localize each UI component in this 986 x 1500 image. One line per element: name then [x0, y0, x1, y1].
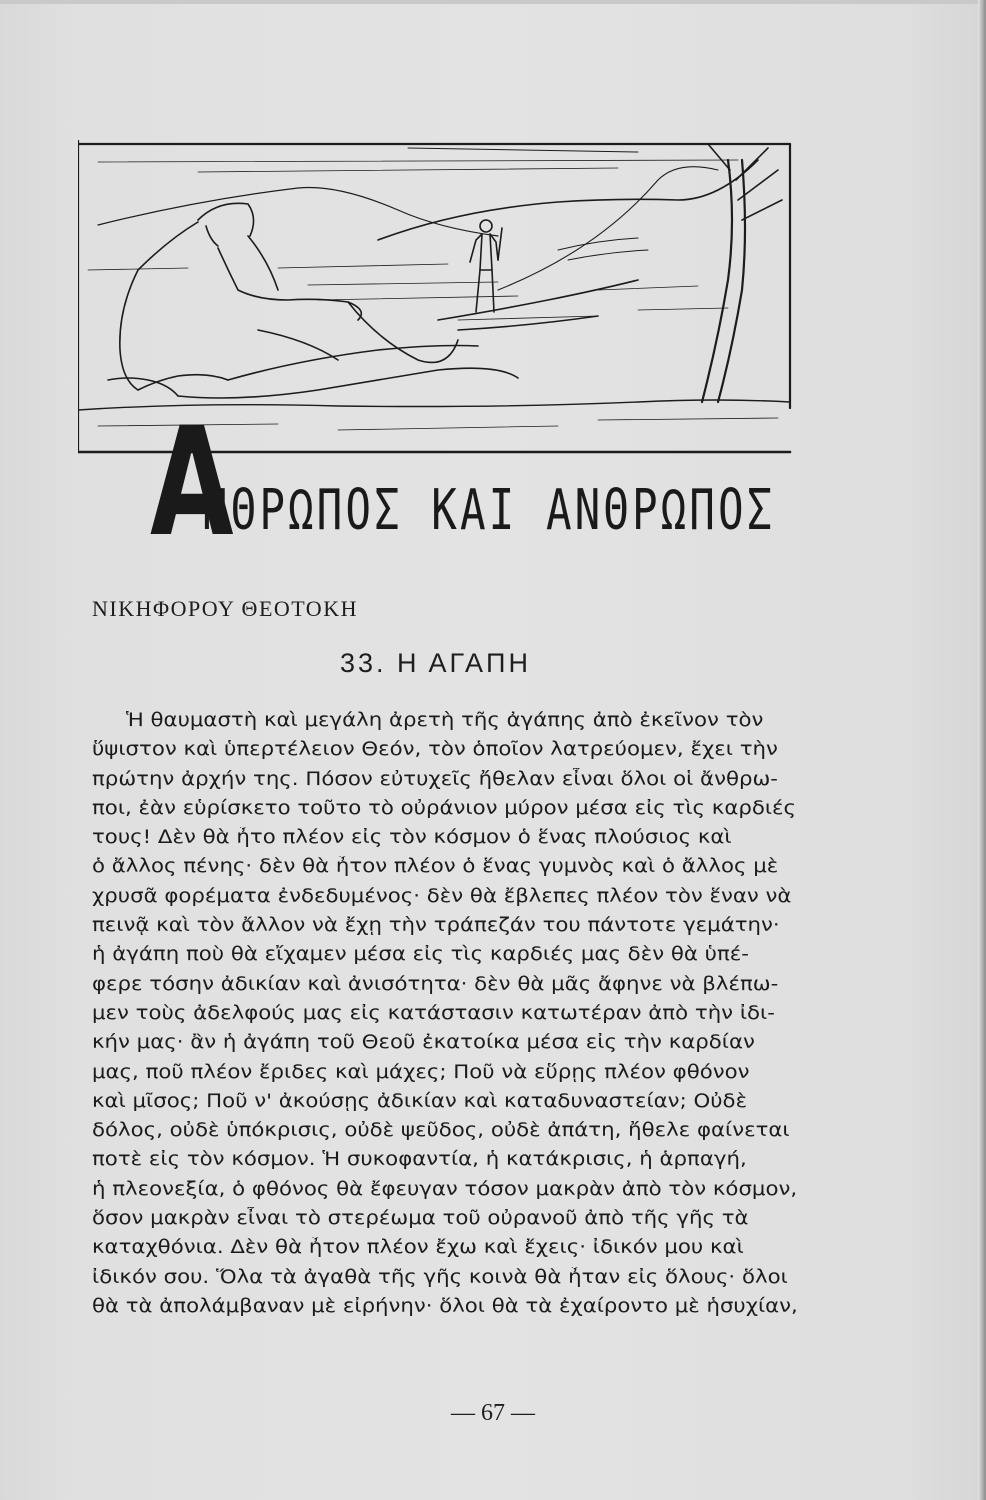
text-line: ὕψιστον καὶ ὑπερτέλειον Θεόν, τὸν ὁποῖον λατρεύομεν, ἔχει τὴν: [92, 739, 778, 761]
text-line: φερε τόσην ἀδικίαν καὶ ἀνισότητα· δὲν θὰ μᾶς ἄφηνε νὰ βλέπω-: [92, 973, 779, 995]
text-line: τους! Δὲν θὰ ἦτο πλέον εἰς τὸν κόσμον ὁ ἕνας πλούσιος καὶ: [92, 827, 732, 849]
text-line: μεν τοὺς ἀδελφούς μας εἰς κατάστασιν κατωτέραν ἀπὸ τὴν ἰδι-: [92, 1002, 775, 1024]
text-line: χρυσᾶ φορέματα ἐνδεδυμένος· δὲν θὰ ἔβλεπες πλέον τὸν ἕναν νὰ: [92, 885, 792, 907]
text-line: πρώτην ἀρχήν της. Πόσον εὐτυχεῖς ἤθελαν εἶναι ὅλοι οἱ ἄνθρω-: [92, 768, 778, 790]
text-line: καταχθόνια. Δὲν θὰ ἦτον πλέον ἔχω καὶ ἔχεις· ἰδικόν μου καὶ: [92, 1237, 744, 1259]
text-line: καὶ μῖσος; Ποῦ ν' ἀκούσῃς ἀδικίαν καὶ καταδυναστείαν; Οὐδὲ: [92, 1090, 748, 1112]
body-text: [92, 706, 798, 1321]
title-initial-letter: Α: [150, 396, 233, 570]
text-line: Ἡ θαυμαστὴ καὶ μεγάλη ἀρετὴ τῆς ἀγάπης ἀπὸ ἐκεῖνον τὸν: [126, 710, 764, 731]
title-text: ΝΘΡΩΠΟΣ ΚΑΙ ΑΝΘΡΩΠΟΣ: [202, 478, 776, 543]
author-name: ΝΙΚΗΦΟΡΟΥ ΘΕΟΤΟΚΗ: [92, 596, 358, 621]
text-line: ὁ ἄλλος πένης· δὲν θὰ ἦτον πλέον ὁ ἕνας γυμνὸς καὶ ὁ ἄλλος μὲ: [92, 856, 779, 878]
text-line: ὅσον μακρὰν εἶναι τὸ στερέωμα τοῦ οὐρανοῦ ἀπὸ τῆς γῆς τὰ: [92, 1208, 749, 1230]
section-heading: 33. Η ΑΓΑΠΗ: [340, 648, 531, 678]
text-line: μας, ποῦ πλέον ἔριδες καὶ μάχες; Ποῦ νὰ εὕρῃς πλέον φθόνον: [92, 1061, 750, 1083]
text-line: ποτὲ εἰς τὸν κόσμον. Ἡ συκοφαντία, ἡ κατάκρισις, ἡ ἁρπαγή,: [92, 1149, 747, 1171]
page-number: — 67 —: [451, 1400, 535, 1426]
text-line: ἰδικόν σου. Ὅλα τὰ ἀγαθὰ τῆς γῆς κοινὰ θὰ ἦταν εἰς ὅλους· ὅλοι: [92, 1266, 788, 1288]
text-line: δόλος, οὐδὲ ὑπόκρισις, οὐδὲ ψεῦδος, οὐδὲ ἀπάτη, ἤθελε φαίνεται: [92, 1120, 790, 1142]
text-line: ἡ πλεονεξία, ὁ φθόνος θὰ ἔφευγαν τόσον μακρὰν ἀπὸ τὸν κόσμον,: [92, 1178, 798, 1200]
text-line: θὰ τὰ ἀπολάμβαναν μὲ εἰρήνην· ὅλοι θὰ τὰ ἐχαίροντο μὲ ἡσυχίαν,: [92, 1295, 798, 1317]
page-top-edge: [0, 0, 986, 4]
decorative-title: [150, 396, 776, 570]
text-line: ποι, ἐὰν εὑρίσκετο τοῦτο τὸ οὐράνιον μύρον μέσα εἰς τὶς καρδιές: [92, 797, 797, 819]
text-line: κήν μας· ἂν ἡ ἀγάπη τοῦ Θεοῦ ἐκατοίκα μέσα εἰς τὴν καρδίαν: [92, 1032, 755, 1054]
text-line: ἡ ἀγάπη ποὺ θὰ εἴχαμεν μέσα εἰς τὶς καρδιές μας δὲν θὰ ὑπέ-: [92, 944, 749, 966]
page-binding-edge: [978, 0, 986, 1500]
text-line: πεινᾷ καὶ τὸν ἄλλον νὰ ἔχῃ τὴν τράπεζάν του πάντοτε γεμάτην·: [92, 915, 780, 937]
